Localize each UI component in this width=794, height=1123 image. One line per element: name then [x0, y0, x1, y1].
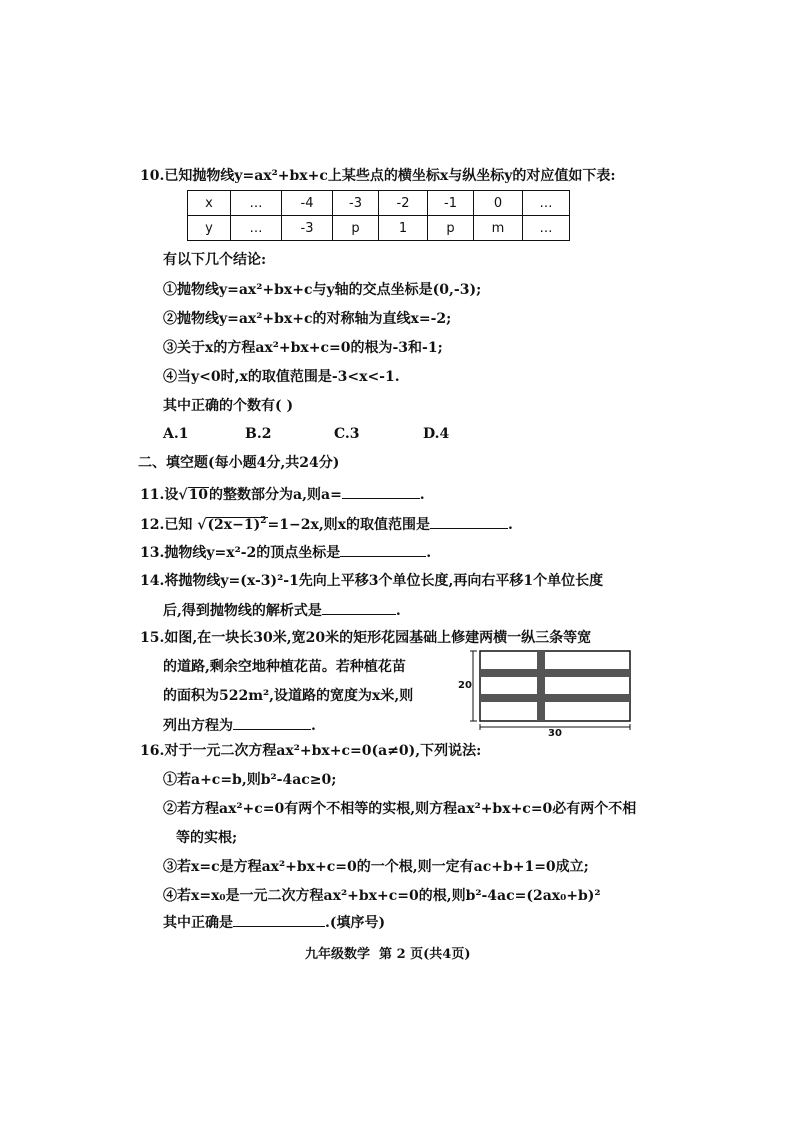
q10-question: 其中正确的个数有( ): [163, 398, 294, 414]
answer-blank[interactable]: [430, 514, 508, 529]
q16-answer: 其中正确是 .(填序号): [163, 912, 385, 933]
table-row-y: [188, 216, 570, 241]
option-c: C.3: [334, 426, 360, 442]
q14-line1: 14.将抛物线y=(x-3)²-1先向上平移3个单位长度,再向右平移1个单位长度: [140, 573, 604, 589]
section-title: 二、填空题(每小题4分,共24分): [138, 455, 340, 471]
road-horizontal-1: [480, 669, 630, 677]
road-vertical: [537, 651, 545, 721]
q15-line4: 列出方程为 .: [163, 715, 316, 736]
q12-prefix: 12.已知: [140, 517, 193, 533]
q15-line2: 的道路,剩余空地种植花苗。若种植花苗: [163, 659, 406, 675]
q14-line2: 后,得到抛物线的解析式是 .: [163, 600, 401, 621]
q11-prefix: 11.设: [140, 487, 179, 503]
answer-blank[interactable]: [342, 484, 420, 499]
garden-figure: [458, 648, 638, 744]
width-label: 30: [548, 728, 562, 739]
sqrt-icon: √: [197, 517, 207, 533]
table-row-x: [188, 191, 570, 216]
table-cell: m: [474, 216, 523, 241]
table-cell: 1: [379, 216, 428, 241]
q10-conclusion-3: ③关于x的方程ax²+bx+c=0的根为-3和-1;: [163, 340, 443, 356]
q12-formula-left: $(2x-1)^2$: [207, 516, 267, 533]
option-d: D.4: [423, 426, 450, 442]
q12-formula-right: =1−2x: [267, 517, 319, 533]
q15-line3: 的面积为522m²,设道路的宽度为x米,则: [163, 688, 414, 704]
table-cell: x: [188, 191, 231, 216]
q11-radicand: 10: [188, 487, 209, 503]
q10-intro: 有以下几个结论:: [163, 252, 267, 268]
q13-text: 13.抛物线y=x²-2的顶点坐标是: [140, 545, 341, 561]
q15-line1: 15.如图,在一块长30米,宽20米的矩形花园基础上修建两横一纵三条等宽: [140, 630, 592, 646]
road-horizontal-2: [480, 694, 630, 702]
q16-item-2-cont: 等的实根;: [176, 830, 238, 846]
answer-blank[interactable]: [322, 600, 396, 615]
q13: [140, 542, 431, 563]
q16-item-4: ④若x=x₀是一元二次方程ax²+bx+c=0的根,则b²-4ac=(2ax₀+b)²: [163, 888, 601, 904]
answer-blank[interactable]: [233, 715, 311, 730]
table-cell: …: [523, 216, 570, 241]
q10-conclusion-4: ④当y<0时,x的取值范围是-3<x<-1.: [163, 369, 400, 385]
q12-end: .: [508, 517, 513, 533]
q16-item-2: ②若方程ax²+c=0有两个不相等的实根,则方程ax²+bx+c=0必有两个不相: [163, 801, 637, 817]
height-label: 20: [458, 680, 472, 691]
q10-stem: 10.已知抛物线y=ax²+bx+c上某些点的横坐标x与纵坐标y的对应值如下表:: [140, 168, 616, 184]
table-cell: …: [231, 216, 282, 241]
answer-blank[interactable]: [340, 542, 426, 557]
q11-end: .: [419, 487, 425, 503]
q10-conclusion-2: ②抛物线y=ax²+bx+c的对称轴为直线x=-2;: [163, 311, 452, 327]
q12-suffix: ,则x的取值范围是: [318, 517, 431, 533]
table-cell: -2: [379, 191, 428, 216]
option-b: B.2: [245, 426, 272, 442]
table-cell: …: [523, 191, 570, 216]
table-cell: p: [333, 216, 379, 241]
q11-suffix: 的整数部分为a,则a=: [209, 487, 342, 503]
value-table: [187, 190, 570, 241]
table-cell: y: [188, 216, 231, 241]
q13-end: .: [426, 545, 432, 561]
q16-item-1: ①若a+c=b,则b²-4ac≥0;: [163, 772, 337, 788]
page-footer: 九年级数学 第 2 页(共4页): [305, 947, 471, 962]
garden-diagram: [468, 648, 638, 740]
q16-stem: 16.对于一元二次方程ax²+bx+c=0(a≠0),下列说法:: [140, 743, 482, 759]
q12: [140, 514, 513, 535]
q10-conclusion-1: ①抛物线y=ax²+bx+c与y轴的交点坐标是(0,-3);: [163, 282, 482, 298]
sqrt-icon: √: [178, 487, 188, 503]
table-cell: 0: [474, 191, 523, 216]
garden-rect: [480, 651, 630, 721]
table-cell: -4: [282, 191, 333, 216]
q16-item-3: ③若x=c是方程ax²+bx+c=0的一个根,则一定有ac+b+1=0成立;: [163, 859, 589, 875]
option-a: A.1: [163, 426, 189, 442]
table-cell: …: [231, 191, 282, 216]
table-cell: -3: [333, 191, 379, 216]
table-cell: -1: [428, 191, 474, 216]
table-cell: p: [428, 216, 474, 241]
answer-blank[interactable]: [233, 912, 325, 927]
q11: [140, 484, 425, 505]
table-cell: -3: [282, 216, 333, 241]
